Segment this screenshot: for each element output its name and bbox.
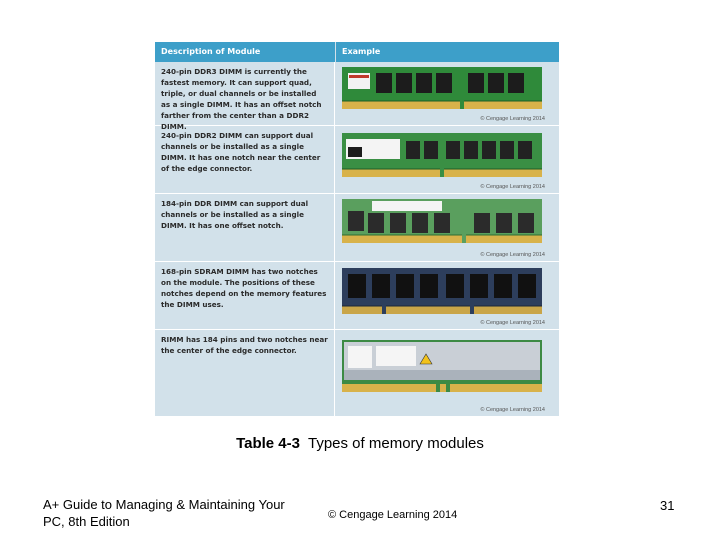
module-description: 168-pin SDRAM DIMM has two notches on the module. The positions of these notches depend on the memory features the DIMM uses. [155,262,335,329]
module-example [336,330,559,416]
rimm-image [342,340,542,392]
image-credit: © Cengage Learning 2014 [480,320,545,326]
module-example [336,194,559,261]
caption-number: Table 4-3 [236,435,300,452]
module-description: 240-pin DDR3 DIMM is currently the fastest memory. It can support quad, triple, or dual channels or be installed as a single DIMM. It has an offset notch farther from the center than a DDR2 DIMM. [155,62,335,125]
header-example: Example [336,42,559,62]
module-example [336,262,559,329]
image-credit: © Cengage Learning 2014 [480,407,545,413]
table-caption [0,435,720,452]
image-credit: © Cengage Learning 2014 [480,116,545,122]
image-credit: © Cengage Learning 2014 [480,252,545,258]
module-example [336,126,559,193]
table-row [155,262,559,330]
table-row [155,126,559,194]
table-row [155,194,559,262]
module-description: RIMM has 184 pins and two notches near the center of the edge connector. [155,330,335,416]
image-credit: © Cengage Learning 2014 [480,184,545,190]
copyright: © Cengage Learning 2014 [328,509,458,521]
module-example [336,62,559,125]
ddr2-dimm-image [342,133,542,177]
ddr-dimm-image [342,199,542,243]
header-description: Description of Module [155,42,335,62]
book-title: A+ Guide to Managing & Maintaining Your PC, 8th Edition [43,497,285,529]
sdram-dimm-image [342,268,542,314]
page-number: 31 [660,498,675,513]
caption-title: Types of memory modules [308,435,484,452]
table-row [155,62,559,131]
module-description: 184-pin DDR DIMM can support dual channels or be installed as a single DIMM. It has one offset notch. [155,194,335,261]
ddr3-dimm-image [342,67,542,109]
module-description: 240-pin DDR2 DIMM can support dual channels or be installed as a single DIMM. It has one notch near the center of the edge connector. [155,126,335,193]
memory-modules-table [155,42,559,416]
table-row [155,330,559,416]
